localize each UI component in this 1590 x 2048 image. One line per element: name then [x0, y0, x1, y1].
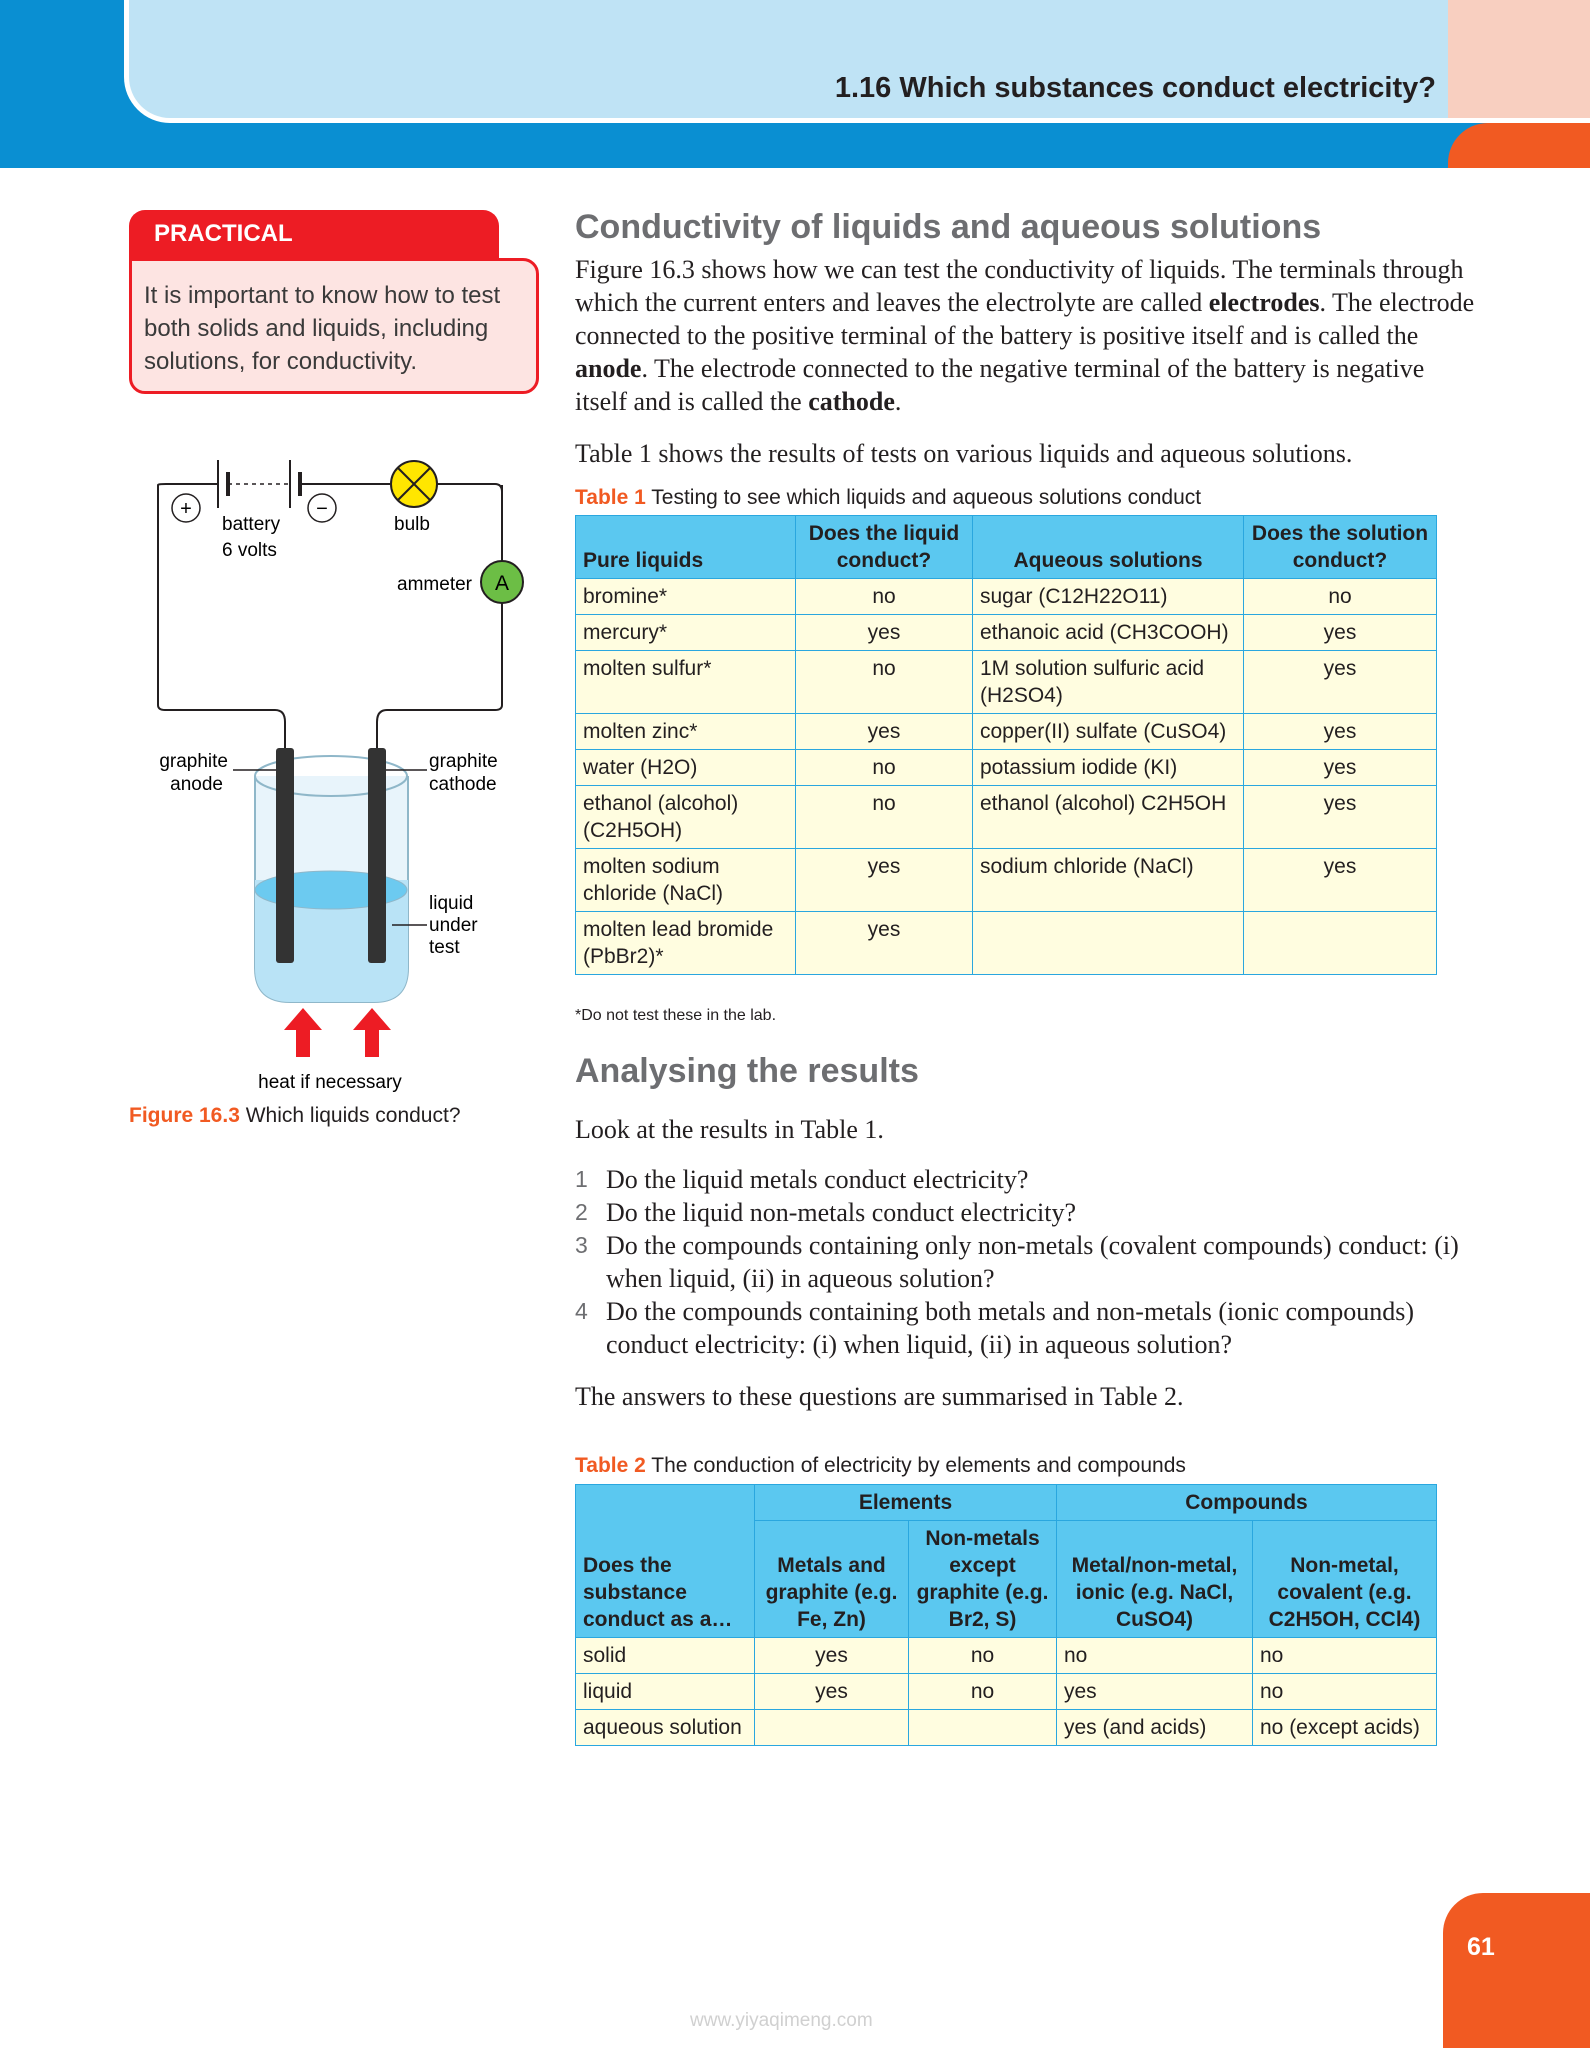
plus-sign: +: [180, 498, 192, 520]
term-anode: anode: [575, 354, 642, 383]
table-row: [576, 1710, 1437, 1746]
table-row: [576, 651, 1437, 714]
table1-cell: no: [796, 651, 973, 714]
table2-cell: no (except acids): [1253, 1710, 1437, 1746]
table-row: [576, 615, 1437, 651]
table1-cell: [1244, 912, 1437, 975]
watermark: www.yiyaqimeng.com: [690, 2010, 873, 2031]
question-list: [575, 1163, 1485, 1361]
table2-header: Non-metals except graphite (e.g. Br2, S): [909, 1521, 1057, 1638]
question-text: Do the compounds containing only non-metals (covalent compounds) conduct: (i) when liquid, (ii) in aqueous solution?: [606, 1231, 1459, 1293]
table2-cell: liquid: [576, 1674, 755, 1710]
list-item: [575, 1196, 1485, 1229]
test-label: test: [429, 937, 460, 958]
section-heading-analysing: Analysing the results: [575, 1052, 919, 1090]
question-text: Do the compounds containing both metals and non-metals (ionic compounds) conduct electricity: (i) when liquid, (ii) in aqueous solution?: [606, 1297, 1415, 1359]
table1-cell: no: [796, 750, 973, 786]
practical-body: It is important to know how to test both solids and liquids, including solutions, for conductivity.: [129, 258, 539, 394]
table1-cell: 1M solution sulfuric acid (H2SO4): [973, 651, 1244, 714]
list-item: [575, 1229, 1485, 1295]
question-number: 4: [575, 1298, 588, 1324]
term-cathode: cathode: [808, 387, 895, 416]
table1-cell: yes: [796, 615, 973, 651]
p1-text-c: . The electrode connected to the positive terminal of the battery is positive itself and is called the: [575, 288, 1475, 350]
graphite-anode-rod: [276, 748, 294, 963]
table-row: [576, 1674, 1437, 1710]
page-number-tab: [1443, 1893, 1590, 2048]
table2-cell: solid: [576, 1638, 755, 1674]
table1-cell: bromine*: [576, 579, 796, 615]
table1-caption-text: Testing to see which liquids and aqueous solutions conduct: [645, 486, 1202, 509]
table1-cell: molten lead bromide (PbBr2)*: [576, 912, 796, 975]
table2-caption: [575, 1454, 1186, 1478]
table1-cell: sodium chloride (NaCl): [973, 849, 1244, 912]
table2-caption-text: The conduction of electricity by elements and compounds: [645, 1454, 1186, 1477]
ammeter-label: ammeter: [397, 574, 472, 595]
p1-text-g: .: [894, 387, 902, 416]
heat-arrow-icon: [284, 1008, 322, 1057]
table1-header: Does the solution conduct?: [1244, 516, 1437, 579]
header-corner-pink: [1448, 0, 1590, 123]
table1-label: Table 1: [575, 486, 646, 509]
table1-cell: no: [1244, 579, 1437, 615]
table1-header: Aqueous solutions: [973, 516, 1244, 579]
table1-intro-paragraph: Table 1 shows the results of tests on various liquids and aqueous solutions.: [575, 439, 1353, 468]
table2-group-compounds: Compounds: [1057, 1485, 1437, 1521]
table2-cell: no: [909, 1674, 1057, 1710]
question-number: 1: [575, 1166, 588, 1192]
table1-caption: [575, 486, 1201, 510]
table2-cell: yes: [1057, 1674, 1253, 1710]
table2-cell: yes: [755, 1674, 909, 1710]
table1-cell: water (H2O): [576, 750, 796, 786]
table1-header-row: [576, 516, 1437, 579]
table1-header: Pure liquids: [576, 516, 796, 579]
table-row: [576, 750, 1437, 786]
table1-header: Does the liquid conduct?: [796, 516, 973, 579]
table2-cell: no: [1253, 1674, 1437, 1710]
p1-text-e: . The electrode connected to the negative terminal of the battery is negative itself and is called the: [575, 354, 1425, 416]
heat-label: heat if necessary: [258, 1072, 402, 1093]
table1-cell: yes: [796, 912, 973, 975]
table1-cell: yes: [1244, 615, 1437, 651]
table1-cell: yes: [1244, 750, 1437, 786]
graphite-cathode-label-1: graphite: [429, 751, 498, 772]
table1-cell: yes: [1244, 849, 1437, 912]
table1-cell: yes: [796, 849, 973, 912]
table2-cell: yes: [755, 1638, 909, 1674]
table2-cell: yes (and acids): [1057, 1710, 1253, 1746]
question-number: 3: [575, 1232, 588, 1258]
table2-cell: aqueous solution: [576, 1710, 755, 1746]
table-row: [576, 786, 1437, 849]
table-row: [576, 1638, 1437, 1674]
graphite-anode-label-1: graphite: [159, 751, 228, 772]
table1-cell: [973, 912, 1244, 975]
table2-group-elements: Elements: [755, 1485, 1057, 1521]
table1-cell: yes: [1244, 714, 1437, 750]
question-number: 2: [575, 1199, 588, 1225]
anode-label: anode: [170, 774, 223, 795]
table2-cell: [755, 1710, 909, 1746]
table1-cell: ethanol (alcohol) C2H5OH: [973, 786, 1244, 849]
table-row: [576, 714, 1437, 750]
analysis-intro: Look at the results in Table 1.: [575, 1115, 884, 1144]
table1-footnote: *Do not test these in the lab.: [575, 1007, 777, 1024]
table1-cell: yes: [1244, 786, 1437, 849]
table2-header: Metals and graphite (e.g. Fe, Zn): [755, 1521, 909, 1638]
p1-text-a: Figure 16.3 shows how we can test the conductivity of liquids. The terminals through which the current enters and leaves the electrolyte are called: [575, 255, 1464, 317]
table-row: [576, 579, 1437, 615]
table2-group-header-row: [576, 1485, 1437, 1521]
table2-cell: no: [909, 1638, 1057, 1674]
table1-cell: sugar (C12H22O11): [973, 579, 1244, 615]
intro-paragraph: [575, 253, 1475, 418]
analysis-outro: The answers to these questions are summarised in Table 2.: [575, 1382, 1184, 1411]
table2-cell: no: [1253, 1638, 1437, 1674]
table1-cell: molten sulfur*: [576, 651, 796, 714]
ammeter-symbol: A: [494, 572, 510, 595]
table1-cell: yes: [796, 714, 973, 750]
table1-cell: yes: [1244, 651, 1437, 714]
table2-row-header: Does the substance conduct as a…: [576, 1485, 755, 1638]
term-electrodes: electrodes: [1208, 288, 1320, 317]
table1-cell: no: [796, 579, 973, 615]
table1-cell: ethanol (alcohol) (C2H5OH): [576, 786, 796, 849]
battery-label: battery: [222, 514, 281, 535]
page-number: 61: [1467, 1933, 1495, 1961]
battery-volts-label: 6 volts: [222, 540, 277, 561]
practical-tab: [129, 210, 499, 260]
table1-cell: molten zinc*: [576, 714, 796, 750]
section-heading-conductivity: Conductivity of liquids and aqueous solutions: [575, 208, 1322, 246]
cathode-label: cathode: [429, 774, 497, 795]
table2-cell: no: [1057, 1638, 1253, 1674]
question-text: Do the liquid metals conduct electricity?: [606, 1165, 1029, 1194]
conductivity-apparatus-figure: [140, 440, 540, 1100]
table2-header: Non-metal, covalent (e.g. C2H5OH, CCl4): [1253, 1521, 1437, 1638]
table1-cell: mercury*: [576, 615, 796, 651]
minus-sign: −: [316, 498, 328, 520]
table-row: [576, 849, 1437, 912]
table2-header: Metal/non-metal, ionic (e.g. NaCl, CuSO4): [1057, 1521, 1253, 1638]
table1: [575, 515, 1437, 975]
table1-cell: copper(II) sulfate (CuSO4): [973, 714, 1244, 750]
table1-cell: ethanoic acid (CH3COOH): [973, 615, 1244, 651]
table-row: [576, 912, 1437, 975]
table2-label: Table 2: [575, 1454, 646, 1477]
header-corner-orange: [1448, 123, 1590, 168]
list-item: [575, 1163, 1485, 1196]
table1-cell: no: [796, 786, 973, 849]
liquid-label: liquid: [429, 893, 474, 914]
under-label: under: [429, 915, 478, 936]
question-text: Do the liquid non-metals conduct electricity?: [606, 1198, 1077, 1227]
heat-arrow-icon: [353, 1008, 391, 1057]
bulb-label: bulb: [394, 514, 430, 535]
figure-caption-label: Figure 16.3: [129, 1104, 240, 1127]
table1-cell: molten sodium chloride (NaCl): [576, 849, 796, 912]
graphite-cathode-rod: [368, 748, 386, 963]
list-item: [575, 1295, 1485, 1361]
practical-tab-label: PRACTICAL: [154, 220, 293, 247]
table2: [575, 1484, 1437, 1746]
table2-cell: [909, 1710, 1057, 1746]
figure-caption: [129, 1104, 461, 1128]
page-title: 1.16 Which substances conduct electricity?: [834, 72, 1436, 104]
table1-cell: potassium iodide (KI): [973, 750, 1244, 786]
figure-caption-text: Which liquids conduct?: [239, 1104, 461, 1127]
